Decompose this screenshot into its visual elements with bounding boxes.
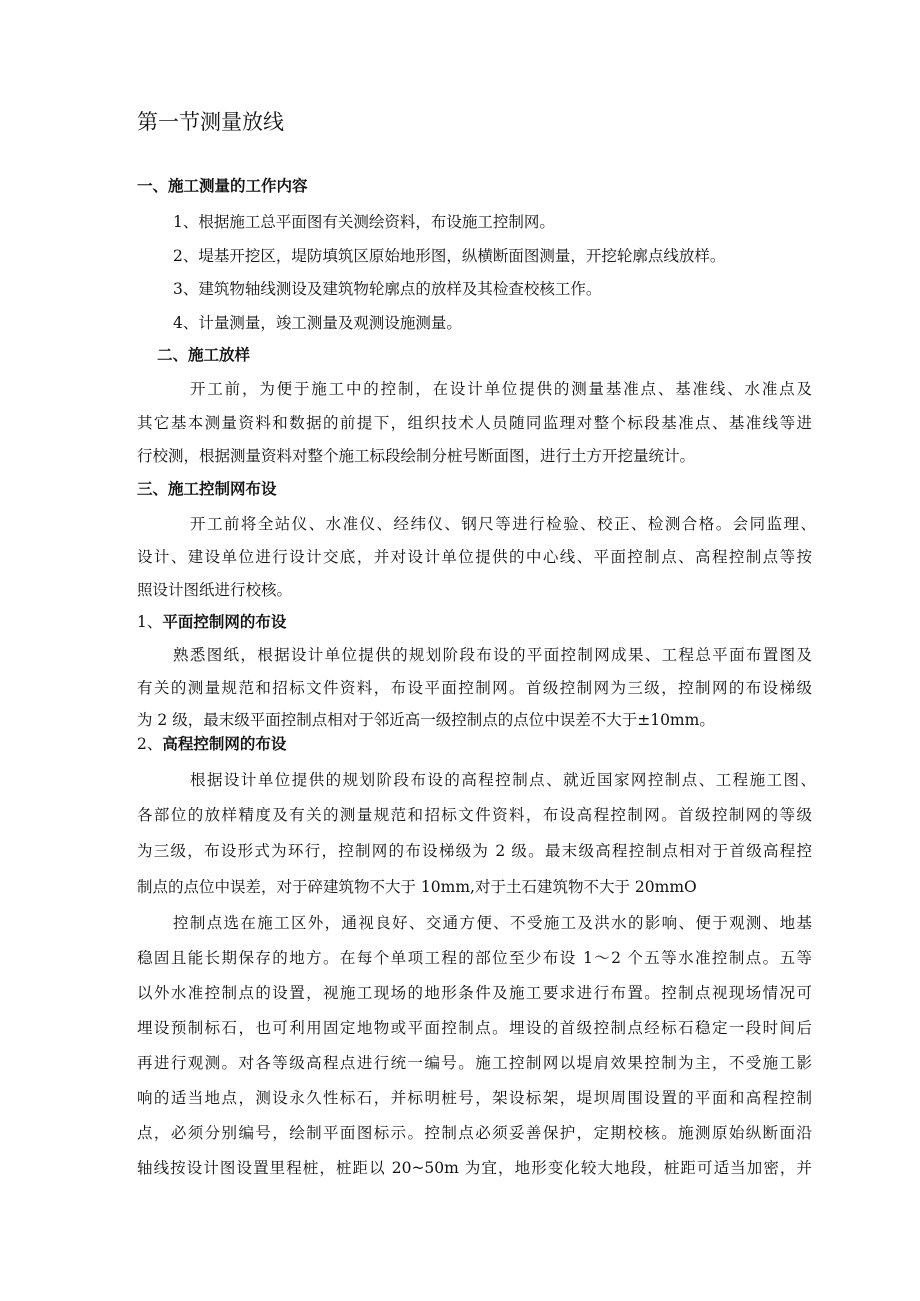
- paragraph-line: 为 2 级，最末级平面控制点相对于邻近高一级控制点的点位中误差不大于±10mm。: [137, 711, 715, 729]
- paragraph-line: 埋设预制标石，也可利用固定地物或平面控制点。埋设的首级控制点经标石稳定一段时间后: [137, 1019, 812, 1037]
- page-title: 第一节测量放线: [137, 110, 284, 134]
- paragraph-line: 制点的点位中误差，对于碎建筑物不大于 10mm,对于土石建筑物不大于 20mmO: [137, 878, 697, 896]
- paragraph-line: 点，必须分别编号，绘制平面图标示。控制点必须妥善保护，定期校核。施测原始纵断面沿: [137, 1124, 812, 1142]
- subsection-2-heading: [137, 734, 286, 754]
- section-1-item: 3、建筑物轴线测设及建筑物轮廓点的放样及其检查校核工作。: [173, 280, 602, 298]
- paragraph-line: 控制点选在施工区外，通视良好、交通方便、不受施工及洪水的影响、便于观测、地基: [173, 914, 812, 932]
- paragraph-line: 各部位的放样精度及有关的测量规范和招标文件资料，布设高程控制网。首级控制网的等级: [137, 806, 812, 824]
- paragraph-line: 开工前，为便于施工中的控制，在设计单位提供的测量基准点、基准线、水准点及: [190, 380, 812, 398]
- section-1-item: 1、根据施工总平面图有关测绘资料，布设施工控制网。: [173, 213, 555, 231]
- section-2-heading: 二、施工放样: [157, 346, 251, 364]
- paragraph-line: 响的适当地点，测设永久性标石，并标明桩号，架设标架，堤坝周围设置的平面和高程控制: [137, 1089, 812, 1107]
- section-1-item: 4、计量测量，竣工测量及观测设施测量。: [173, 314, 462, 332]
- paragraph-line: 有关的测量规范和招标文件资料，布设平面控制网。首级控制网为三级，控制网的布设梯级: [137, 679, 812, 697]
- subsection-title: 高程控制网的布设: [162, 735, 287, 753]
- subsection-1-heading: [137, 612, 286, 632]
- paragraph-line: 稳固且能长期保存的地方。在每个单项工程的部位至少布设 1～2 个五等水准控制点。五等: [137, 949, 812, 967]
- paragraph-line: 根据设计单位提供的规划阶段布设的高程控制点、就近国家网控制点、工程施工图、: [190, 771, 816, 789]
- subsection-title: 平面控制网的布设: [162, 613, 287, 631]
- paragraph-line: 为三级，布设形式为环行，控制网的布设梯级为 2 级。最末级高程控制点相对于首级高程控: [137, 842, 812, 860]
- subsection-number: 2、: [137, 735, 163, 753]
- section-3-heading: 三、施工控制网布设: [137, 480, 277, 498]
- subsection-number: 1、: [137, 613, 163, 631]
- paragraph-line: 照设计图纸进行校核。: [137, 581, 293, 599]
- paragraph-line: 其它基本测量资料和数据的前提下，组织技术人员随同监理对整个标段基准点、基准线等进: [137, 414, 812, 432]
- paragraph-line: 熟悉图纸，根据设计单位提供的规划阶段布设的平面控制网成果、工程总平面布置图及: [173, 646, 812, 664]
- paragraph-line: 轴线按设计图设置里程桩，桩距以 20~50m 为宜，地形变化较大地段，桩距可适当加密，并: [137, 1159, 812, 1177]
- paragraph-line: 再进行观测。对各等级高程点进行统一编号。施工控制网以堤肩效果控制为主，不受施工影: [137, 1054, 812, 1072]
- section-1-heading: 一、施工测量的工作内容: [137, 177, 308, 195]
- paragraph-line: 开工前将全站仪、水准仪、经纬仪、钢尺等进行检验、校正、检测合格。会同监理、: [190, 515, 816, 533]
- paragraph-line: 设计、建设单位进行设计交底，并对设计单位提供的中心线、平面控制点、高程控制点等按: [137, 548, 812, 566]
- paragraph-line: 行校测，根据测量资料对整个施工标段绘制分桩号断面图，进行土方开挖量统计。: [137, 447, 696, 465]
- section-1-item: 2、堤基开挖区，堤防填筑区原始地形图，纵横断面图测量，开挖轮廓点线放样。: [173, 247, 726, 265]
- paragraph-line: 以外水准控制点的设置，视施工现场的地形条件及施工要求进行布置。控制点视现场情况可: [137, 984, 812, 1002]
